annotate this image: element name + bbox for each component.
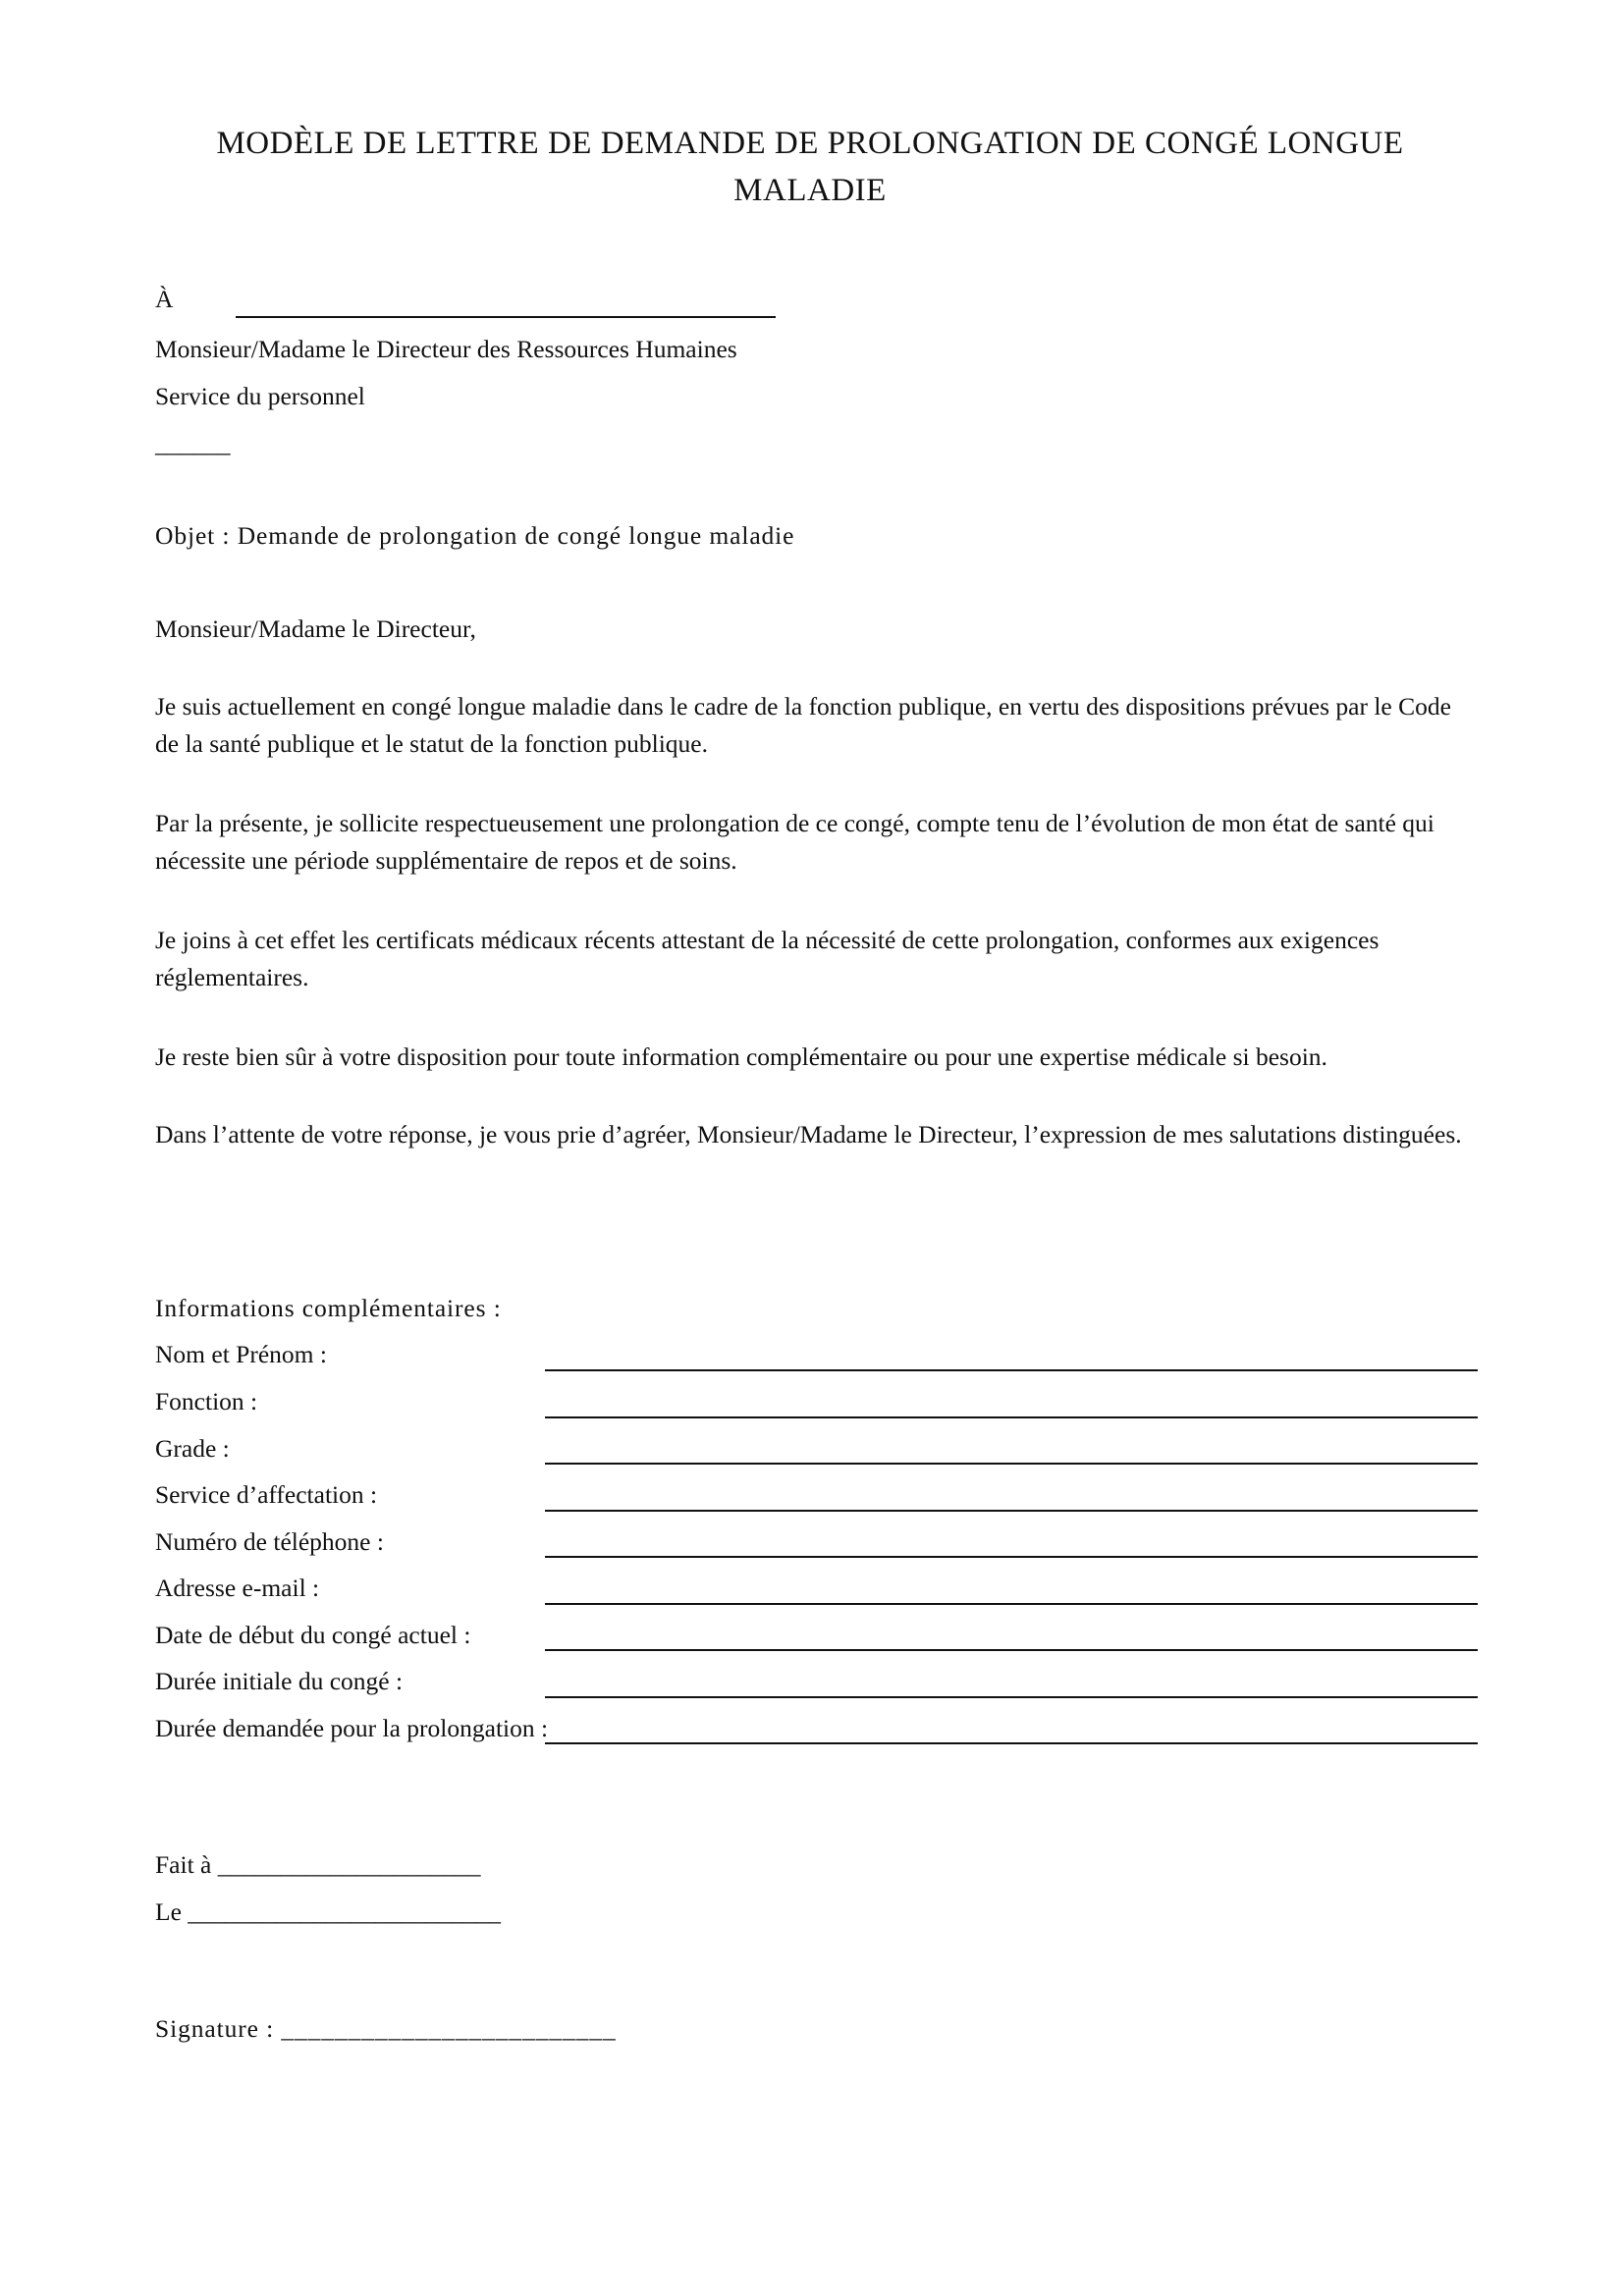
field-label-fonction: Fonction :	[155, 1387, 258, 1415]
field-label-grade: Grade :	[155, 1434, 230, 1463]
recipient-name-line	[236, 316, 776, 318]
field-label-date-debut: Date de début du congé actuel :	[155, 1621, 471, 1649]
field-label-duree-prolongation: Durée demandée pour la prolongation :	[155, 1714, 549, 1742]
field-label-service: Service d’affectation :	[155, 1480, 378, 1509]
field-label-nom-prenom: Nom et Prénom :	[155, 1340, 327, 1368]
place-line: Fait à _____________________	[155, 1850, 481, 1879]
salutation: Monsieur/Madame le Directeur,	[155, 614, 476, 643]
paragraph-2: Par la présente, je sollicite respectueusement une prolongation de ce congé, compte tenu de l’évolution de mon état de santé qui nécessite une période supplémentaire de repos et de soins.	[155, 809, 1435, 875]
signature-line: Signature : _________________________	[155, 2014, 617, 2043]
field-line-telephone[interactable]	[545, 1556, 1478, 1558]
subject-line: Objet : Demande de prolongation de congé longue maladie	[155, 521, 795, 550]
paragraph-3: Je joins à cet effet les certificats médicaux récents attestant de la nécessité de cette prolongation, conformes aux exigences réglementaires.	[155, 926, 1380, 991]
recipient-line-1: Monsieur/Madame le Directeur des Ressources Humaines	[155, 335, 737, 363]
paragraph-5: Dans l’attente de votre réponse, je vous prie d’agréer, Monsieur/Madame le Directeur, l’expression de mes salutations distinguées.	[155, 1120, 1462, 1148]
field-label-duree-initiale: Durée initiale du congé :	[155, 1667, 404, 1695]
recipient-line-3: ______	[155, 429, 231, 457]
field-line-service[interactable]	[545, 1510, 1478, 1512]
field-line-email[interactable]	[545, 1603, 1478, 1605]
field-label-email: Adresse e-mail :	[155, 1574, 320, 1602]
info-heading: Informations complémentaires :	[155, 1294, 502, 1322]
field-line-fonction[interactable]	[545, 1416, 1478, 1418]
field-line-date-debut[interactable]	[545, 1649, 1478, 1651]
field-label-telephone: Numéro de téléphone :	[155, 1527, 384, 1556]
recipient-prefix: À	[155, 285, 174, 313]
field-line-grade[interactable]	[545, 1463, 1478, 1465]
recipient-line-2: Service du personnel	[155, 382, 365, 410]
paragraph-4: Je reste bien sûr à votre disposition pour toute information complémentaire ou pour une expertise médicale si besoin.	[155, 1042, 1327, 1071]
paragraph-1: Je suis actuellement en congé longue maladie dans le cadre de la fonction publique, en vertu des dispositions prévues par le Code de la santé publique et le statut de la fonction publique.	[155, 692, 1451, 758]
date-line: Le _________________________	[155, 1897, 502, 1926]
document-title: MODÈLE DE LETTRE DE DEMANDE DE PROLONGATION DE CONGÉ LONGUE MALADIE	[216, 126, 1404, 208]
field-line-duree-prolongation[interactable]	[545, 1742, 1478, 1744]
field-line-nom-prenom[interactable]	[545, 1369, 1478, 1371]
field-line-duree-initiale[interactable]	[545, 1696, 1478, 1698]
